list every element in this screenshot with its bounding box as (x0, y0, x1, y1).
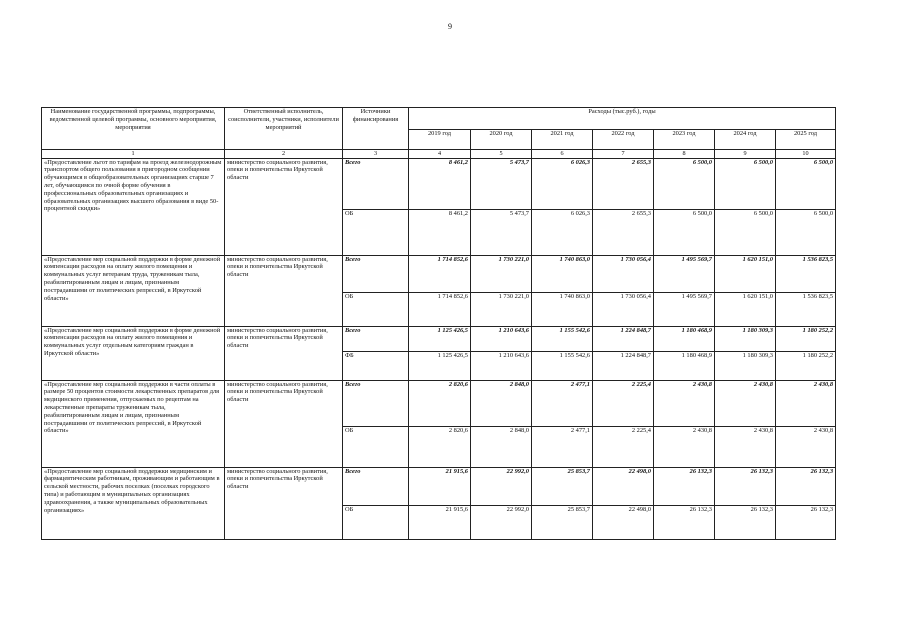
header-year: 2023 год (654, 130, 715, 150)
source-total: Всего (343, 380, 409, 426)
budget-value: 1 155 542,6 (532, 351, 593, 380)
total-value: 1 620 151,0 (715, 255, 776, 292)
header-year: 2019 год (409, 130, 471, 150)
budget-value: 8 461,2 (409, 209, 471, 255)
budget-value: 26 132,3 (715, 505, 776, 539)
budget-value: 22 498,0 (593, 505, 654, 539)
budget-value: 26 132,3 (776, 505, 836, 539)
total-value: 1 180 468,9 (654, 326, 715, 351)
header-year: 2025 год (776, 130, 836, 150)
header-year: 2024 год (715, 130, 776, 150)
responsible-executor: министерство социального развития, опеки и попечительства Иркутской области (225, 158, 343, 255)
table-row (42, 467, 836, 505)
column-number: 3 (343, 150, 409, 159)
budget-value: 1 180 252,2 (776, 351, 836, 380)
total-value: 1 210 643,6 (471, 326, 532, 351)
budget-value: 6 500,0 (776, 209, 836, 255)
total-value: 1 125 426,5 (409, 326, 471, 351)
source-total: Всего (343, 255, 409, 292)
budget-value: 1 536 823,5 (776, 292, 836, 326)
column-number: 9 (715, 150, 776, 159)
column-number: 1 (42, 150, 225, 159)
total-value: 2 430,8 (654, 380, 715, 426)
total-value: 1 714 852,6 (409, 255, 471, 292)
column-number: 7 (593, 150, 654, 159)
measure-name: «Предоставление мер социальной поддержки в части оплаты в размере 50 процентов стоимости лекарственных препаратов для медицинского применения, отпускаемых по рецептам на лекарственные препараты труженикам тыла, реабилитированным лицам и лицам, признанным пострадавшими от политических репрессий, в Иркутской области» (42, 380, 225, 467)
total-value: 1 180 309,3 (715, 326, 776, 351)
table-rows (42, 158, 836, 539)
total-value: 22 498,0 (593, 467, 654, 505)
budget-value: 2 848,0 (471, 426, 532, 467)
total-value: 1 224 848,7 (593, 326, 654, 351)
total-value: 6 500,0 (654, 158, 715, 209)
budget-value: 2 430,8 (654, 426, 715, 467)
total-value: 1 180 252,2 (776, 326, 836, 351)
table-row (42, 255, 836, 292)
budget-value: 1 180 468,9 (654, 351, 715, 380)
column-number: 10 (776, 150, 836, 159)
budget-value: 1 730 221,0 (471, 292, 532, 326)
budget-value: 2 430,8 (776, 426, 836, 467)
column-number: 5 (471, 150, 532, 159)
budget-value: 21 915,6 (409, 505, 471, 539)
total-value: 26 132,3 (654, 467, 715, 505)
total-value: 5 473,7 (471, 158, 532, 209)
header-expenses: Расходы (тыс.руб.), годы (409, 108, 836, 130)
column-number: 6 (532, 150, 593, 159)
page-number: 9 (448, 22, 452, 31)
budget-value: 25 853,7 (532, 505, 593, 539)
total-value: 1 536 823,5 (776, 255, 836, 292)
source-budget: ОБ (343, 209, 409, 255)
budget-value: 2 477,1 (532, 426, 593, 467)
table-row (42, 158, 836, 209)
budget-value: 6 026,3 (532, 209, 593, 255)
budget-value: 1 224 848,7 (593, 351, 654, 380)
measure-name: «Предоставление мер социальной поддержки медицинским и фармацевтическим работникам, проживающим и работающим в сельской местности, рабочих поселках (поселках городского типа) и работающим в муниципальных организациях здравоохранения, а также муниципальных образовательных организациях» (42, 467, 225, 539)
total-value: 1 495 569,7 (654, 255, 715, 292)
header-year: 2021 год (532, 130, 593, 150)
measure-name: «Предоставление мер социальной поддержки в форме денежной компенсации расходов на оплату жилого помещения и коммунальных услуг ветеранам труда, труженикам тыла, реабилитированным лицам и лицам, признанным пострадавшими от политических репрессий, в Иркутской области» (42, 255, 225, 326)
total-value: 8 461,2 (409, 158, 471, 209)
budget-value: 5 473,7 (471, 209, 532, 255)
program-expenses-table (41, 107, 836, 540)
total-value: 1 730 056,4 (593, 255, 654, 292)
total-value: 2 430,8 (715, 380, 776, 426)
source-budget: ОБ (343, 292, 409, 326)
responsible-executor: министерство социального развития, опеки и попечительства Иркутской области (225, 255, 343, 326)
column-number: 2 (225, 150, 343, 159)
total-value: 21 915,6 (409, 467, 471, 505)
budget-value: 2 820,6 (409, 426, 471, 467)
total-value: 2 430,8 (776, 380, 836, 426)
source-total: Всего (343, 467, 409, 505)
budget-value: 2 225,4 (593, 426, 654, 467)
table-row (42, 380, 836, 426)
source-budget: ОБ (343, 505, 409, 539)
total-value: 1 740 863,0 (532, 255, 593, 292)
total-value: 26 132,3 (715, 467, 776, 505)
total-value: 2 848,0 (471, 380, 532, 426)
responsible-executor: министерство социального развития, опеки и попечительства Иркутской области (225, 467, 343, 539)
measure-name: «Предоставление мер социальной поддержки в форме денежной компенсации расходов на оплату жилого помещения и коммунальных услуг отдельным категориям граждан в Иркутской области» (42, 326, 225, 380)
header-program: Наименование государственной программы, подпрограммы, ведомственной целевой программы, основного мероприятия, мероприятия (42, 108, 225, 150)
budget-value: 1 210 643,6 (471, 351, 532, 380)
total-value: 6 026,3 (532, 158, 593, 209)
budget-value: 6 500,0 (715, 209, 776, 255)
total-value: 6 500,0 (715, 158, 776, 209)
budget-value: 2 655,3 (593, 209, 654, 255)
total-value: 2 477,1 (532, 380, 593, 426)
budget-value: 6 500,0 (654, 209, 715, 255)
column-number: 8 (654, 150, 715, 159)
budget-value: 22 992,0 (471, 505, 532, 539)
budget-value: 26 132,3 (654, 505, 715, 539)
responsible-executor: министерство социального развития, опеки и попечительства Иркутской области (225, 380, 343, 467)
total-value: 2 820,6 (409, 380, 471, 426)
header-year: 2022 год (593, 130, 654, 150)
source-budget: ФБ (343, 351, 409, 380)
header-year: 2020 год (471, 130, 532, 150)
total-value: 1 155 542,6 (532, 326, 593, 351)
budget-value: 2 430,8 (715, 426, 776, 467)
budget-value: 1 495 569,7 (654, 292, 715, 326)
total-value: 2 655,3 (593, 158, 654, 209)
column-number: 4 (409, 150, 471, 159)
source-budget: ОБ (343, 426, 409, 467)
header-responsible: Ответственный исполнитель, соисполнители, участники, исполнители мероприятий (225, 108, 343, 150)
total-value: 25 853,7 (532, 467, 593, 505)
budget-value: 1 740 863,0 (532, 292, 593, 326)
total-value: 1 730 221,0 (471, 255, 532, 292)
source-total: Всего (343, 158, 409, 209)
budget-value: 1 620 151,0 (715, 292, 776, 326)
budget-value: 1 714 852,6 (409, 292, 471, 326)
table-row (42, 326, 836, 351)
source-total: Всего (343, 326, 409, 351)
budget-value: 1 180 309,3 (715, 351, 776, 380)
total-value: 2 225,4 (593, 380, 654, 426)
total-value: 6 500,0 (776, 158, 836, 209)
responsible-executor: министерство социального развития, опеки и попечительства Иркутской области (225, 326, 343, 380)
total-value: 22 992,0 (471, 467, 532, 505)
header-sources: Источники финансирования (343, 108, 409, 150)
budget-value: 1 730 056,4 (593, 292, 654, 326)
total-value: 26 132,3 (776, 467, 836, 505)
measure-name: «Предоставление льгот по тарифам на проезд железнодорожным транспортом общего пользования в пригородном сообщении обучающимся в общеобразовательных организациях старше 7 лет, обучающимся по очной форме обучения в профессиональных образовательных организациях и образовательных организациях высшего образования в виде 50-процентной скидки» (42, 158, 225, 255)
budget-value: 1 125 426,5 (409, 351, 471, 380)
